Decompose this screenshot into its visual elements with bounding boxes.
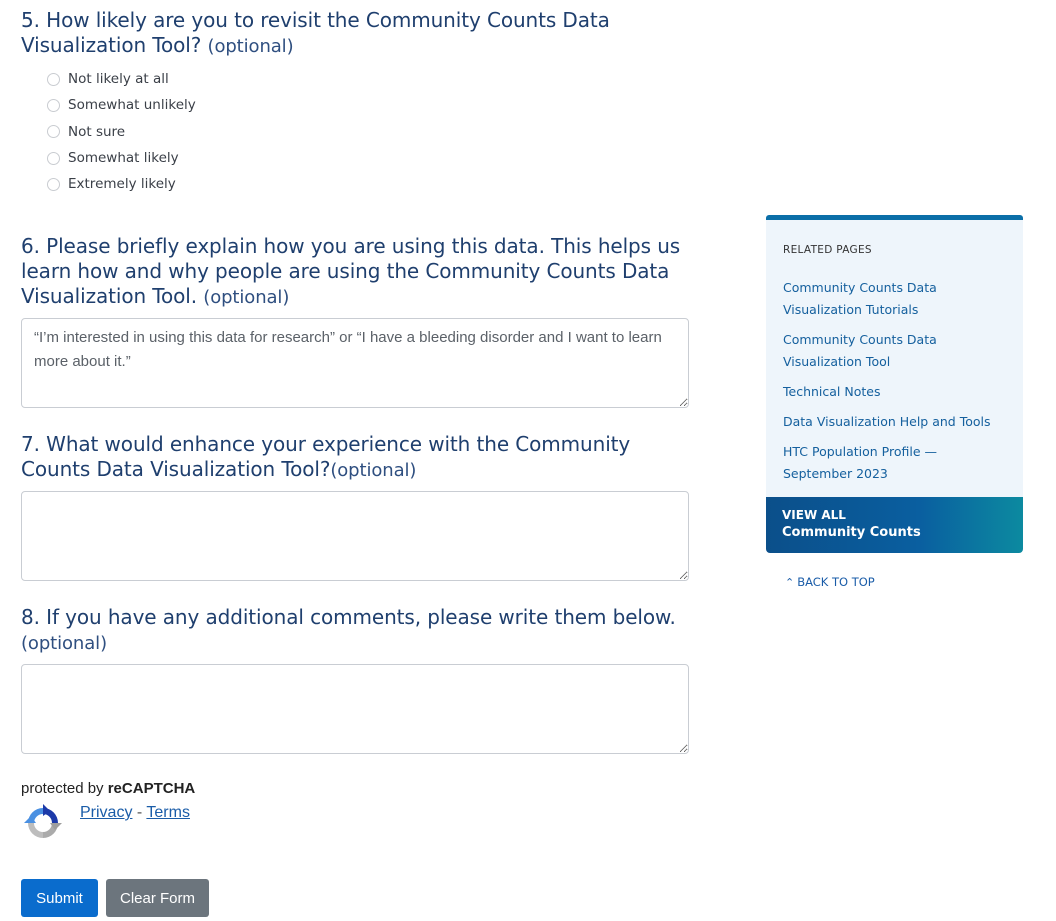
q5-title	[21, 8, 701, 59]
recaptcha-notice	[21, 780, 195, 797]
recaptcha-icon	[22, 802, 64, 844]
q6-textarea[interactable]	[21, 318, 689, 408]
q7-textarea[interactable]	[21, 491, 689, 581]
radio-label: Not sure	[68, 123, 126, 140]
radio-button[interactable]	[47, 99, 60, 112]
submit-button[interactable]: Submit	[21, 879, 98, 917]
radio-label: Extremely likely	[68, 176, 176, 193]
q7-title	[21, 432, 701, 483]
related-link-htc-profile[interactable]: HTC Population Profile — September 2023	[783, 444, 937, 481]
related-pages-heading: RELATED PAGES	[783, 244, 872, 256]
back-to-top-link[interactable]	[785, 575, 875, 589]
q6-title	[21, 234, 701, 310]
q5-title-text: 5. How likely are you to revisit the Community Counts Data Visualization Tool?	[21, 8, 610, 57]
related-link-tool[interactable]: Community Counts Data Visualization Tool	[783, 332, 937, 369]
view-all-button[interactable]	[766, 497, 1023, 553]
view-all-label: VIEW ALL	[782, 508, 846, 522]
q8-textarea[interactable]	[21, 664, 689, 754]
radio-button[interactable]	[47, 178, 60, 191]
radio-option[interactable]	[47, 92, 196, 118]
chevron-up-icon: ⌃	[785, 575, 795, 589]
recaptcha-separator: -	[132, 804, 147, 821]
q6-optional: (optional)	[203, 287, 290, 308]
radio-option[interactable]	[47, 66, 196, 92]
radio-label: Not likely at all	[68, 71, 169, 88]
q5-radio-group	[47, 66, 196, 197]
q8-optional: (optional)	[21, 633, 107, 654]
q7-title-text: 7. What would enhance your experience with the Community Counts Data Visualization Tool?	[21, 432, 631, 481]
recaptcha-brand: reCAPTCHA	[107, 780, 196, 797]
q6-title-text: 6. Please briefly explain how you are using this data. This helps us learn how and why people are using the Community Counts Data Visualization Tool.	[21, 234, 681, 308]
related-link-help-tools[interactable]: Data Visualization Help and Tools	[783, 414, 991, 429]
terms-link[interactable]: Terms	[146, 804, 190, 821]
recaptcha-prefix: protected by	[21, 780, 108, 797]
related-link-tutorials[interactable]: Community Counts Data Visualization Tutorials	[783, 280, 937, 317]
radio-option[interactable]	[47, 171, 196, 197]
clear-form-button[interactable]: Clear Form	[106, 879, 209, 917]
privacy-link[interactable]: Privacy	[80, 804, 133, 821]
radio-option[interactable]	[47, 119, 196, 145]
recaptcha-links	[80, 804, 190, 822]
radio-label: Somewhat unlikely	[68, 97, 196, 114]
q8-title	[21, 605, 701, 656]
related-pages-list	[783, 277, 1008, 493]
q5-optional: (optional)	[207, 36, 294, 57]
radio-button[interactable]	[47, 125, 60, 138]
back-to-top-label: BACK TO TOP	[797, 575, 875, 589]
q8-title-text: 8. If you have any additional comments, please write them below.	[21, 605, 676, 629]
radio-label: Somewhat likely	[68, 150, 179, 167]
q7-optional: (optional)	[330, 460, 417, 481]
view-all-target: Community Counts	[782, 525, 921, 540]
radio-button[interactable]	[47, 73, 60, 86]
radio-button[interactable]	[47, 152, 60, 165]
related-link-technical-notes[interactable]: Technical Notes	[783, 384, 881, 399]
radio-option[interactable]	[47, 145, 196, 171]
related-pages-panel	[766, 215, 1023, 553]
